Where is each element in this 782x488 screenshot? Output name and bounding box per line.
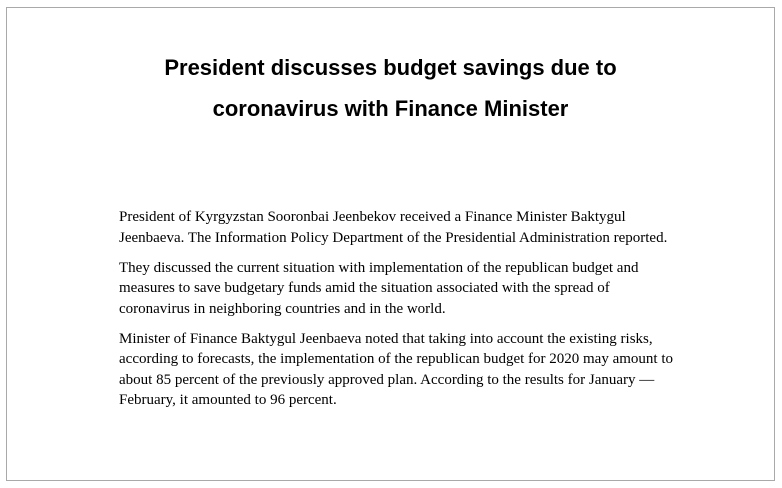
article-title-line-2: coronavirus with Finance Minister [212, 96, 569, 121]
article-title [7, 47, 774, 129]
article-paragraph-3: Minister of Finance Baktygul Jeenbaeva noted that taking into account the existing risks, according to forecasts, the implementation of the republican budget for 2020 may amount to about 85 percent of the previously approved plan. According to the results for January — February, it amounted to 96 percent. [119, 330, 674, 408]
article-paragraph-2: They discussed the current situation with implementation of the republican budget and measures to save budgetary funds amid the situation associated with the spread of coronavirus in neighboring countries and in the world. [119, 259, 639, 317]
article-body [119, 207, 679, 420]
article-paragraph-1: President of Kyrgyzstan Sooronbai Jeenbekov received a Finance Minister Baktygul Jeenbaeva. The Information Policy Department of the Presidential Administration reported. [119, 209, 668, 246]
document-page [6, 7, 775, 481]
article-title-line-1: President discusses budget savings due to [164, 55, 617, 80]
